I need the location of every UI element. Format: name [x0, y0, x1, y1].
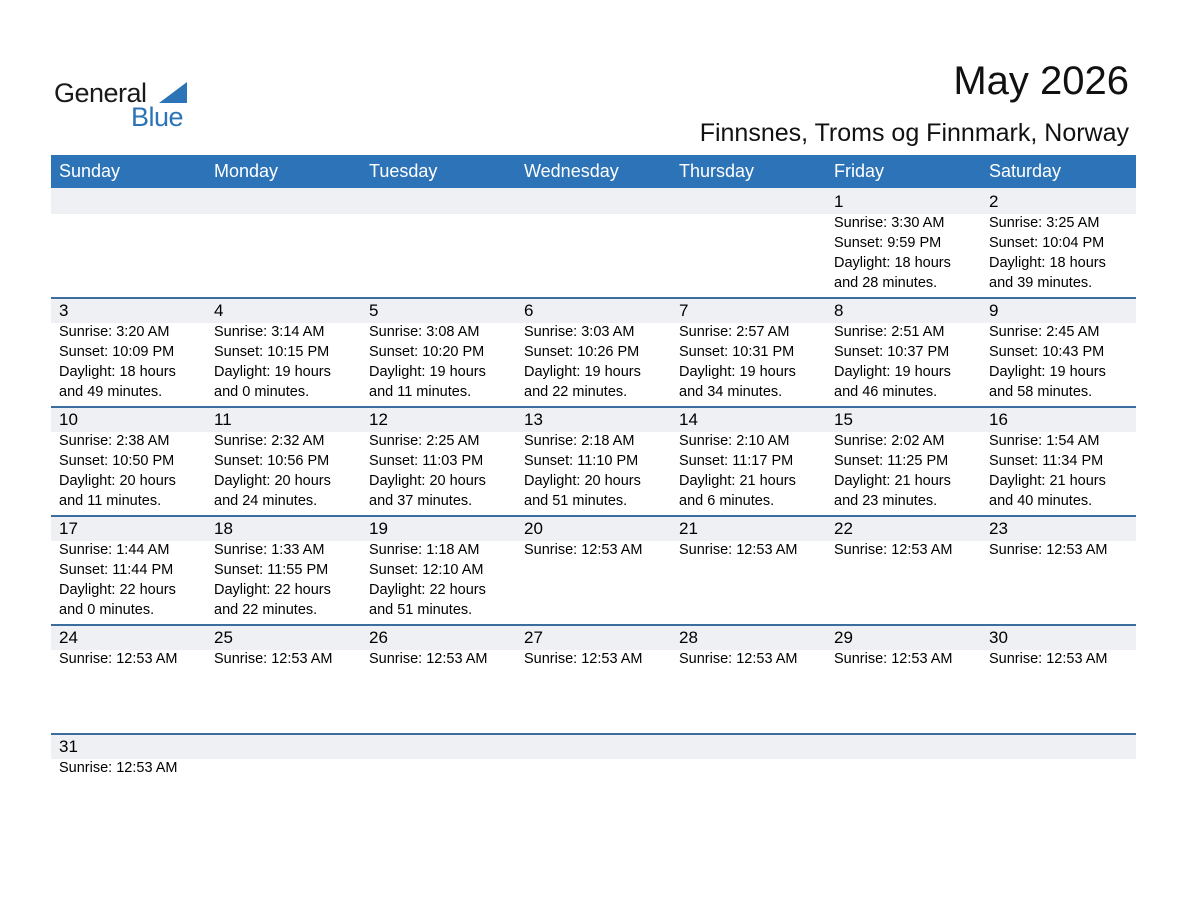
day-info-line: Sunrise: 12:53 AM [369, 651, 488, 667]
week-row [51, 515, 1136, 624]
day-info [989, 322, 1136, 402]
day-info-line: Daylight: 19 hours [369, 364, 486, 380]
day-cell [51, 297, 206, 406]
weekday-friday: Friday [834, 161, 885, 181]
day-number: 19 [369, 519, 388, 538]
day-info-line: Sunrise: 12:53 AM [524, 651, 643, 667]
day-info [369, 649, 516, 669]
day-info-line: Sunset: 12:10 AM [369, 562, 484, 578]
day-number: 14 [679, 410, 698, 429]
day-number: 26 [369, 628, 388, 647]
empty-day-cell [361, 188, 516, 297]
day-info-line: Sunrise: 3:14 AM [214, 324, 325, 340]
day-cell [51, 406, 206, 515]
day-number: 1 [834, 192, 844, 211]
day-info [59, 540, 206, 620]
day-info-line: Daylight: 21 hours [989, 473, 1106, 489]
day-info-line: Sunset: 11:03 PM [369, 453, 484, 469]
day-cell [671, 406, 826, 515]
day-info-line: and 46 minutes. [834, 384, 938, 400]
day-info-line: Daylight: 18 hours [989, 255, 1106, 271]
day-info-line: and 37 minutes. [369, 493, 473, 509]
day-info-line: and 28 minutes. [834, 275, 938, 291]
day-info-line: Sunrise: 2:38 AM [59, 433, 170, 449]
day-info-line: Sunset: 11:10 PM [524, 453, 639, 469]
day-info-line: Sunset: 10:09 PM [59, 344, 175, 360]
day-number: 18 [214, 519, 233, 538]
day-info [834, 213, 981, 293]
empty-day-cell [361, 733, 516, 842]
day-info-line: and 34 minutes. [679, 384, 783, 400]
day-cell [981, 188, 1136, 297]
day-info-line: Daylight: 20 hours [369, 473, 486, 489]
day-number: 27 [524, 628, 543, 647]
weekday-thursday: Thursday [679, 161, 755, 181]
day-info-line: Sunrise: 3:08 AM [369, 324, 480, 340]
day-number: 29 [834, 628, 853, 647]
day-cell [516, 624, 671, 733]
day-info-line: Sunrise: 2:57 AM [679, 324, 790, 340]
week-days [51, 297, 1136, 406]
day-info-line: Sunrise: 3:25 AM [989, 215, 1100, 231]
day-info-line: Sunrise: 3:03 AM [524, 324, 635, 340]
day-info-line: Sunrise: 3:30 AM [834, 215, 945, 231]
day-info-line: and 11 minutes. [59, 493, 162, 509]
day-info-line: and 23 minutes. [834, 493, 938, 509]
day-cell [361, 515, 516, 624]
day-info [679, 649, 826, 669]
day-number: 5 [369, 301, 379, 320]
day-number: 22 [834, 519, 853, 538]
day-info-line: Sunset: 11:55 PM [214, 562, 329, 578]
day-info-line: Sunrise: 1:18 AM [369, 542, 480, 558]
day-info [679, 540, 826, 560]
day-info-line: Daylight: 20 hours [214, 473, 331, 489]
empty-day-cell [826, 733, 981, 842]
empty-day-cell [51, 188, 206, 297]
empty-day-cell [671, 188, 826, 297]
day-info-line: Sunrise: 12:53 AM [214, 651, 333, 667]
weekday-sunday: Sunday [59, 161, 121, 181]
day-number: 3 [59, 301, 69, 320]
day-info-line: Daylight: 19 hours [989, 364, 1106, 380]
day-cell [516, 515, 671, 624]
day-cell [51, 624, 206, 733]
day-cell [826, 515, 981, 624]
day-info-line: Daylight: 19 hours [834, 364, 951, 380]
day-info-line: Daylight: 21 hours [679, 473, 796, 489]
day-info-line: Sunrise: 12:53 AM [679, 542, 798, 558]
empty-day-cell [206, 188, 361, 297]
day-number: 8 [834, 301, 844, 320]
day-cell [206, 624, 361, 733]
empty-day-cell [516, 188, 671, 297]
day-info-line: Sunrise: 12:53 AM [524, 542, 643, 558]
day-info-line: Sunset: 10:56 PM [214, 453, 330, 469]
page-title: May 2026 [953, 59, 1129, 103]
day-info-line: and 6 minutes. [679, 493, 775, 509]
day-cell [516, 297, 671, 406]
day-number: 20 [524, 519, 543, 538]
day-info-line: and 49 minutes. [59, 384, 163, 400]
day-cell [981, 406, 1136, 515]
day-info-line: Sunrise: 2:32 AM [214, 433, 325, 449]
day-info-line: Daylight: 19 hours [524, 364, 641, 380]
day-info-line: and 58 minutes. [989, 384, 1093, 400]
day-number: 11 [214, 410, 232, 429]
day-info [59, 322, 206, 402]
day-info [59, 431, 206, 511]
day-info-line: Daylight: 20 hours [524, 473, 641, 489]
calendar-grid [51, 155, 1136, 842]
day-info [524, 431, 671, 511]
day-info-line: Sunset: 10:31 PM [679, 344, 795, 360]
day-info [369, 540, 516, 620]
day-info-line: Sunset: 10:26 PM [524, 344, 640, 360]
week-row [51, 624, 1136, 733]
day-info-line: and 22 minutes. [214, 602, 318, 618]
day-info-line: Daylight: 19 hours [214, 364, 331, 380]
day-cell [361, 297, 516, 406]
day-info-line: Daylight: 22 hours [214, 582, 331, 598]
day-info [59, 758, 206, 778]
day-info [834, 431, 981, 511]
day-info-line: and 24 minutes. [214, 493, 318, 509]
week-days [51, 188, 1136, 297]
day-info [59, 649, 206, 669]
day-info-line: Sunrise: 2:25 AM [369, 433, 480, 449]
day-info-line: and 40 minutes. [989, 493, 1093, 509]
day-info [369, 431, 516, 511]
day-cell [361, 406, 516, 515]
day-info [834, 540, 981, 560]
day-cell [671, 515, 826, 624]
day-info [214, 649, 361, 669]
week-days [51, 406, 1136, 515]
empty-day-cell [516, 733, 671, 842]
day-info [524, 322, 671, 402]
day-info-line: Sunrise: 12:53 AM [834, 542, 953, 558]
day-cell [981, 297, 1136, 406]
day-info-line: Daylight: 18 hours [834, 255, 951, 271]
day-info-line: and 11 minutes. [369, 384, 472, 400]
weeks-container [51, 188, 1136, 842]
day-number: 31 [59, 737, 78, 756]
day-info [679, 431, 826, 511]
day-info-line: and 0 minutes. [59, 602, 155, 618]
week-row [51, 733, 1136, 842]
day-info-line: Sunset: 10:15 PM [214, 344, 330, 360]
day-info [214, 540, 361, 620]
week-days [51, 515, 1136, 624]
day-info-line: Daylight: 21 hours [834, 473, 951, 489]
day-info-line: Sunrise: 2:10 AM [679, 433, 790, 449]
week-days [51, 624, 1136, 733]
day-info [214, 322, 361, 402]
day-info-line: Daylight: 20 hours [59, 473, 176, 489]
logo-triangle-icon [159, 82, 187, 103]
day-info [679, 322, 826, 402]
day-info [524, 540, 671, 560]
day-info-line: Sunrise: 2:18 AM [524, 433, 635, 449]
day-number: 13 [524, 410, 543, 429]
day-info-line: and 51 minutes. [369, 602, 473, 618]
day-cell [51, 515, 206, 624]
day-cell [206, 297, 361, 406]
day-number: 21 [679, 519, 698, 538]
day-info [834, 649, 981, 669]
day-number: 30 [989, 628, 1008, 647]
day-number: 6 [524, 301, 534, 320]
day-info-line: Sunrise: 1:44 AM [59, 542, 170, 558]
day-info-line: Sunset: 10:20 PM [369, 344, 485, 360]
day-number: 10 [59, 410, 78, 429]
day-info [369, 322, 516, 402]
day-number: 12 [369, 410, 388, 429]
weekday-saturday: Saturday [989, 161, 1062, 181]
day-info-line: Sunrise: 2:51 AM [834, 324, 945, 340]
day-info-line: Sunrise: 2:02 AM [834, 433, 945, 449]
day-number: 16 [989, 410, 1008, 429]
day-info [834, 322, 981, 402]
day-info-line: and 0 minutes. [214, 384, 310, 400]
day-cell [206, 515, 361, 624]
day-cell [361, 624, 516, 733]
day-cell [516, 406, 671, 515]
empty-day-cell [206, 733, 361, 842]
day-number: 17 [59, 519, 78, 538]
day-info-line: Sunset: 11:25 PM [834, 453, 949, 469]
day-number: 2 [989, 192, 999, 211]
day-info [524, 649, 671, 669]
day-info [989, 649, 1136, 669]
weekday-header [51, 155, 1136, 188]
day-info [989, 431, 1136, 511]
day-cell [671, 297, 826, 406]
location-subtitle: Finnsnes, Troms og Finnmark, Norway [699, 119, 1129, 147]
week-row [51, 297, 1136, 406]
day-cell [981, 624, 1136, 733]
day-info-line: Sunrise: 1:54 AM [989, 433, 1100, 449]
general-blue-logo [54, 78, 194, 132]
day-info-line: Daylight: 22 hours [369, 582, 486, 598]
day-cell [826, 406, 981, 515]
day-info-line: Sunrise: 12:53 AM [59, 760, 178, 776]
day-info-line: Daylight: 19 hours [679, 364, 796, 380]
day-info [214, 431, 361, 511]
day-info-line: Sunset: 10:37 PM [834, 344, 950, 360]
day-info-line: and 22 minutes. [524, 384, 628, 400]
week-days [51, 733, 1136, 842]
day-info-line: Sunrise: 1:33 AM [214, 542, 325, 558]
logo-general-text: General [54, 78, 147, 108]
day-cell [826, 297, 981, 406]
day-info-line: Sunrise: 12:53 AM [989, 651, 1108, 667]
day-cell [671, 624, 826, 733]
day-number: 24 [59, 628, 78, 647]
day-number: 4 [214, 301, 224, 320]
day-info-line: Sunrise: 12:53 AM [59, 651, 178, 667]
logo-blue-text: Blue [131, 102, 184, 132]
day-info-line: Sunset: 11:44 PM [59, 562, 174, 578]
day-info-line: Sunset: 11:34 PM [989, 453, 1104, 469]
day-info-line: and 39 minutes. [989, 275, 1093, 291]
day-number: 25 [214, 628, 233, 647]
day-info-line: Sunrise: 2:45 AM [989, 324, 1100, 340]
empty-day-cell [671, 733, 826, 842]
week-row [51, 406, 1136, 515]
day-info-line: Sunrise: 3:20 AM [59, 324, 170, 340]
day-cell [51, 733, 206, 842]
day-info-line: Sunset: 9:59 PM [834, 235, 942, 251]
day-info-line: and 51 minutes. [524, 493, 628, 509]
day-number: 28 [679, 628, 698, 647]
weekday-monday: Monday [214, 161, 279, 181]
weekday-tuesday: Tuesday [369, 161, 438, 181]
day-info-line: Sunrise: 12:53 AM [679, 651, 798, 667]
day-info-line: Daylight: 18 hours [59, 364, 176, 380]
day-info [989, 540, 1136, 560]
day-info-line: Sunset: 10:04 PM [989, 235, 1105, 251]
day-number: 15 [834, 410, 853, 429]
day-info-line: Sunset: 11:17 PM [679, 453, 794, 469]
day-cell [206, 406, 361, 515]
day-cell [826, 188, 981, 297]
day-info-line: Sunrise: 12:53 AM [834, 651, 953, 667]
day-number: 9 [989, 301, 999, 320]
day-cell [981, 515, 1136, 624]
day-number: 7 [679, 301, 689, 320]
empty-day-cell [981, 733, 1136, 842]
week-row [51, 188, 1136, 297]
day-info-line: Daylight: 22 hours [59, 582, 176, 598]
day-number: 23 [989, 519, 1008, 538]
weekday-wednesday: Wednesday [524, 161, 619, 181]
day-info-line: Sunset: 10:50 PM [59, 453, 175, 469]
day-info [989, 213, 1136, 293]
day-cell [826, 624, 981, 733]
day-info-line: Sunset: 10:43 PM [989, 344, 1105, 360]
day-info-line: Sunrise: 12:53 AM [989, 542, 1108, 558]
